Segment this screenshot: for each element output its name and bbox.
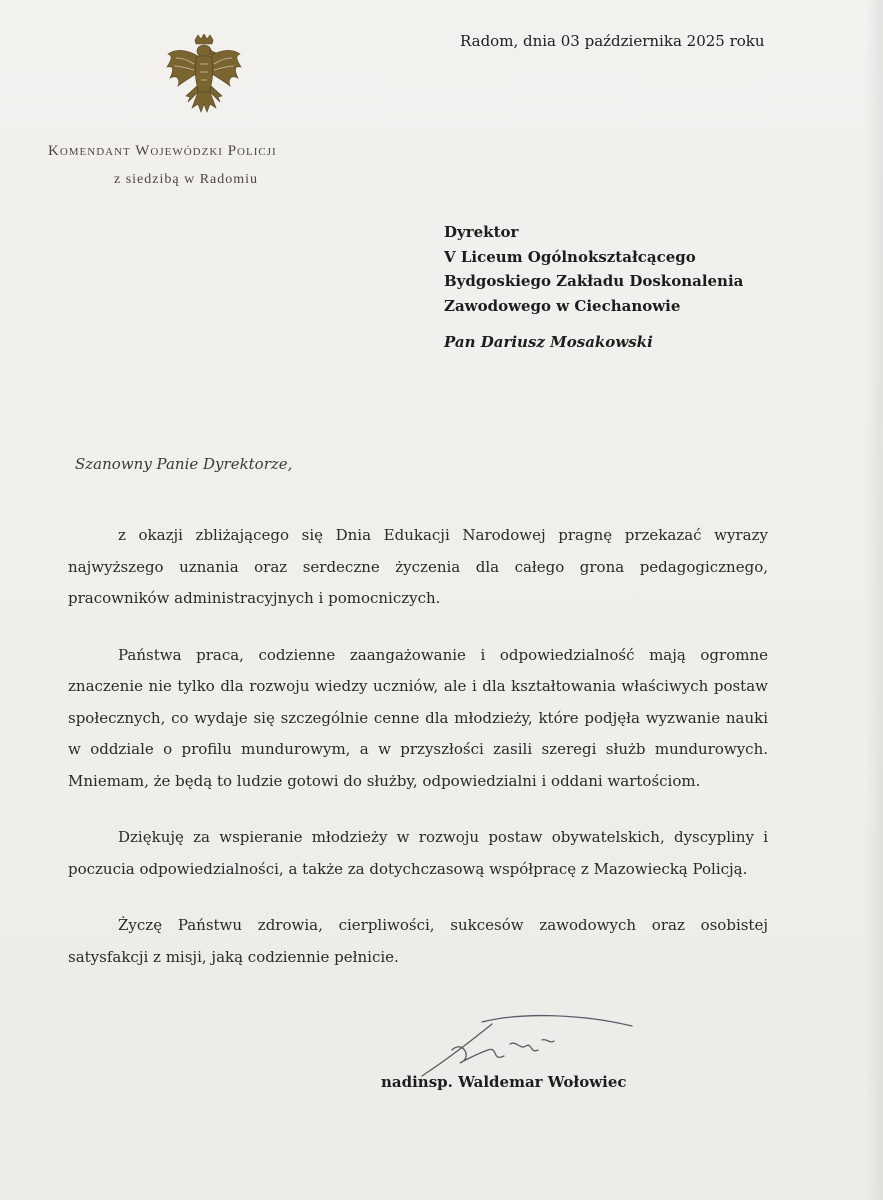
recipient-person: Pan Dariusz Mosakowski (444, 333, 653, 351)
office-seat: z siedzibą w Radomiu (114, 172, 259, 187)
body-paragraph: z okazji zbliżającego się Dnia Edukacji Narodowej pragnę przekazać wyrazy najwyższego uznania oraz serdeczne życzenia dla całego grona pedagogicznego, pracowników administracyjnych i pomocniczych. (68, 526, 768, 607)
recipient-line: V Liceum Ogólnokształcącego (444, 247, 696, 266)
body-paragraph: Państwa praca, codzienne zaangażowanie i odpowiedzialność mają ogromne znaczenie nie tylko dla rozwoju wiedzy uczniów, ale i dla kształtowania właściwych postaw społecznych, co wydaje się szczególnie cenne dla młodzieży, które podjęła wyzwanie nauki w oddziale o profilu mundurowym, a w przyszłości zasili szeregi służb mundurowych. Mniemam, że będą to ludzie gotowi do służby, odpowiedzialni i oddani wartościom. (68, 645, 768, 790)
body-paragraph: Życzę Państwu zdrowia, cierpliwości, sukcesów zawodowych oraz osobistej satysfakcji z misji, jaką codziennie pełnicie. (68, 916, 768, 966)
letter-body (68, 520, 768, 998)
recipient-line: Bydgoskiego Zakładu Doskonalenia (444, 272, 744, 290)
letter-date: Radom, dnia 03 października 2025 roku (460, 32, 765, 50)
issuing-office (48, 143, 378, 188)
salutation: Szanowny Panie Dyrektorze, (75, 455, 293, 473)
office-title: Komendant Wojewódzki Policji (48, 143, 277, 159)
body-paragraph: Dziękuję za wspieranie młodzieży w rozwoju postaw obywatelskich, dyscypliny i poczucia odpowiedzialności, a także za dotychczasową współpracę z Mazowiecką Policją. (68, 828, 768, 878)
signer-name: nadinsp. Waldemar Wołowiec (381, 1073, 627, 1091)
recipient-block (444, 220, 743, 318)
recipient-line: Zawodowego w Ciechanowie (444, 296, 681, 315)
recipient-line: Dyrektor (444, 223, 519, 241)
polish-eagle-emblem-icon (164, 34, 244, 118)
